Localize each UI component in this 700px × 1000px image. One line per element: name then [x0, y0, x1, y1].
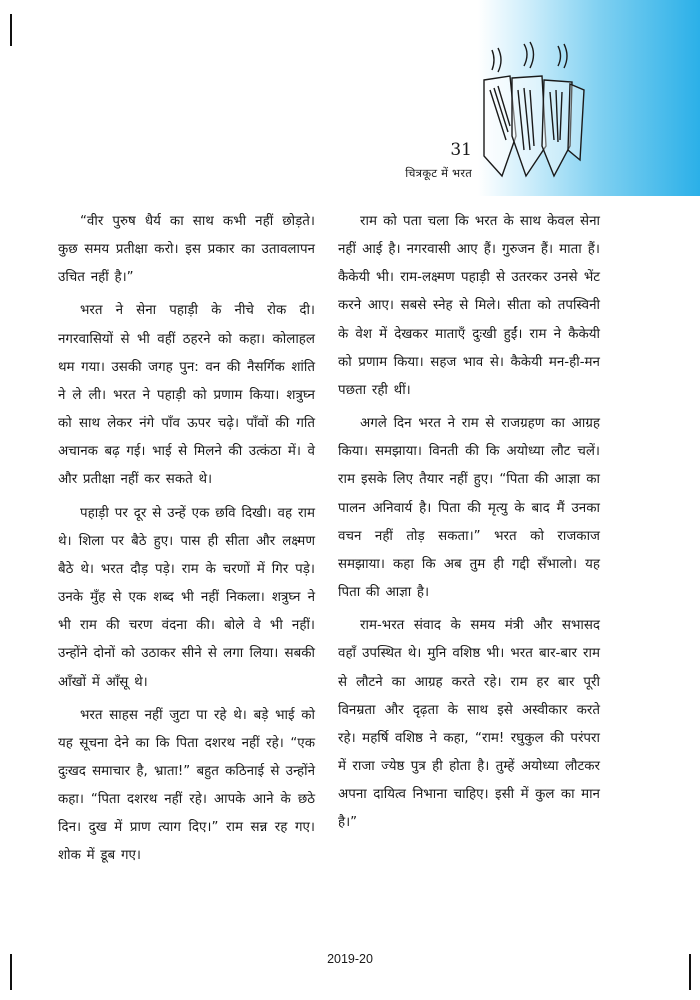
paragraph: भरत ने सेना पहाड़ी के नीचे रोक दी। नगरवासियों से भी वहीं ठहरने को कहा। कोलाहल थम गया। उसकी जगह पुन: वन की नैसर्गिक शांति ने ले ली। भरत ने पहाड़ी को प्रणाम किया। शत्रुघ्न को साथ लेकर नंगे पाँव ऊपर चढ़े। पाँवों की गति अचानक बढ़ गई। भाई से मिलने की उत्कंठा में। वे और प्रतीक्षा नहीं कर सकते थे।	[58, 303, 315, 488]
page-number: 31	[450, 140, 472, 160]
crop-mark-top-left	[10, 14, 12, 46]
paragraph: राम को पता चला कि भरत के साथ केवल सेना नहीं आई है। नगरवासी आए हैं। गुरुजन हैं। माता हैं। कैकेयी भी। राम-लक्ष्मण पहाड़ी से उतरकर उनसे भेंट करने आए। सबसे स्नेह से मिले। सीता को तपस्विनी के वेश में देखकर माताएँ दुःखी हुईं। राम ने कैकेयी को प्रणाम किया। सहज भाव से। कैकेयी मन-ही-मन पछता रही थीं।	[338, 214, 600, 398]
paragraph: भरत साहस नहीं जुटा पा रहे थे। बड़े भाई को यह सूचना देने का कि पिता दशरथ नहीं रहे। “एक दुःखद समाचार है, भ्राता!” बहुत कठिनाई से उन्होंने कहा। “पिता दशरथ नहीं रहे। आपके आने के छठे दिन। दुख में प्राण त्याग दिए।” राम सन्न रह गए। शोक में डूब गए।	[58, 707, 315, 864]
paragraph: “वीर पुरुष धैर्य का साथ कभी नहीं छोड़ते। कुछ समय प्रतीक्षा करो। इस प्रकार का उतावलापन उचित नहीं है।”	[58, 214, 315, 286]
running-title: चित्रकूट में भरत	[405, 166, 472, 180]
paragraph: राम-भरत संवाद के समय मंत्री और सभासद वहाँ उपस्थित थे। मुनि वशिष्ठ भी। भरत बार-बार राम से लौटने का आग्रह करते रहे। राम हर बार पूरी विनम्रता और दृढ़ता के साथ इसे अस्वीकार करते रहे। महर्षि वशिष्ठ ने कहा, “राम! रघुकुल की परंपरा में राजा ज्येष्ठ पुत्र ही होता है। तुम्हें अयोध्या लौटकर अपना दायित्व निभाना चाहिए। इसी में कुल का मान है।”	[338, 618, 600, 831]
paragraph: अगले दिन भरत ने राम से राजग्रहण का आग्रह किया। समझाया। विनती की कि अयोध्या लौट चलें। राम इसके लिए तैयार नहीं हुए। “पिता की आज्ञा का पालन अनिवार्य है। पिता की मृत्यु के बाद मैं उनका वचन नहीं तोड़ सकता।” भरत को राजकाज समझाया। कहा कि अब तुम ही गद्दी सँभालो। यह पिता की आज्ञा है।	[338, 416, 600, 601]
paragraph: पहाड़ी पर दूर से उन्हें एक छवि दिखी। वह राम थे। शिला पर बैठे हुए। पास ही सीता और लक्ष्मण बैठे थे। भरत दौड़ पड़े। राम के चरणों में गिर पड़े। उनके मुँह से एक शब्द भी नहीं निकला। शत्रुघ्न ने भी राम की चरण वंदना की। बोले वे भी नहीं। उन्होंने दोनों को उठाकर सीने से लगा लिया। सबकी आँखों में आँसू थे।	[58, 505, 315, 690]
left-text-column	[58, 208, 315, 876]
footer-year: 2019-20	[327, 952, 373, 966]
right-text-column	[338, 208, 600, 842]
chapter-illustration	[478, 40, 596, 180]
